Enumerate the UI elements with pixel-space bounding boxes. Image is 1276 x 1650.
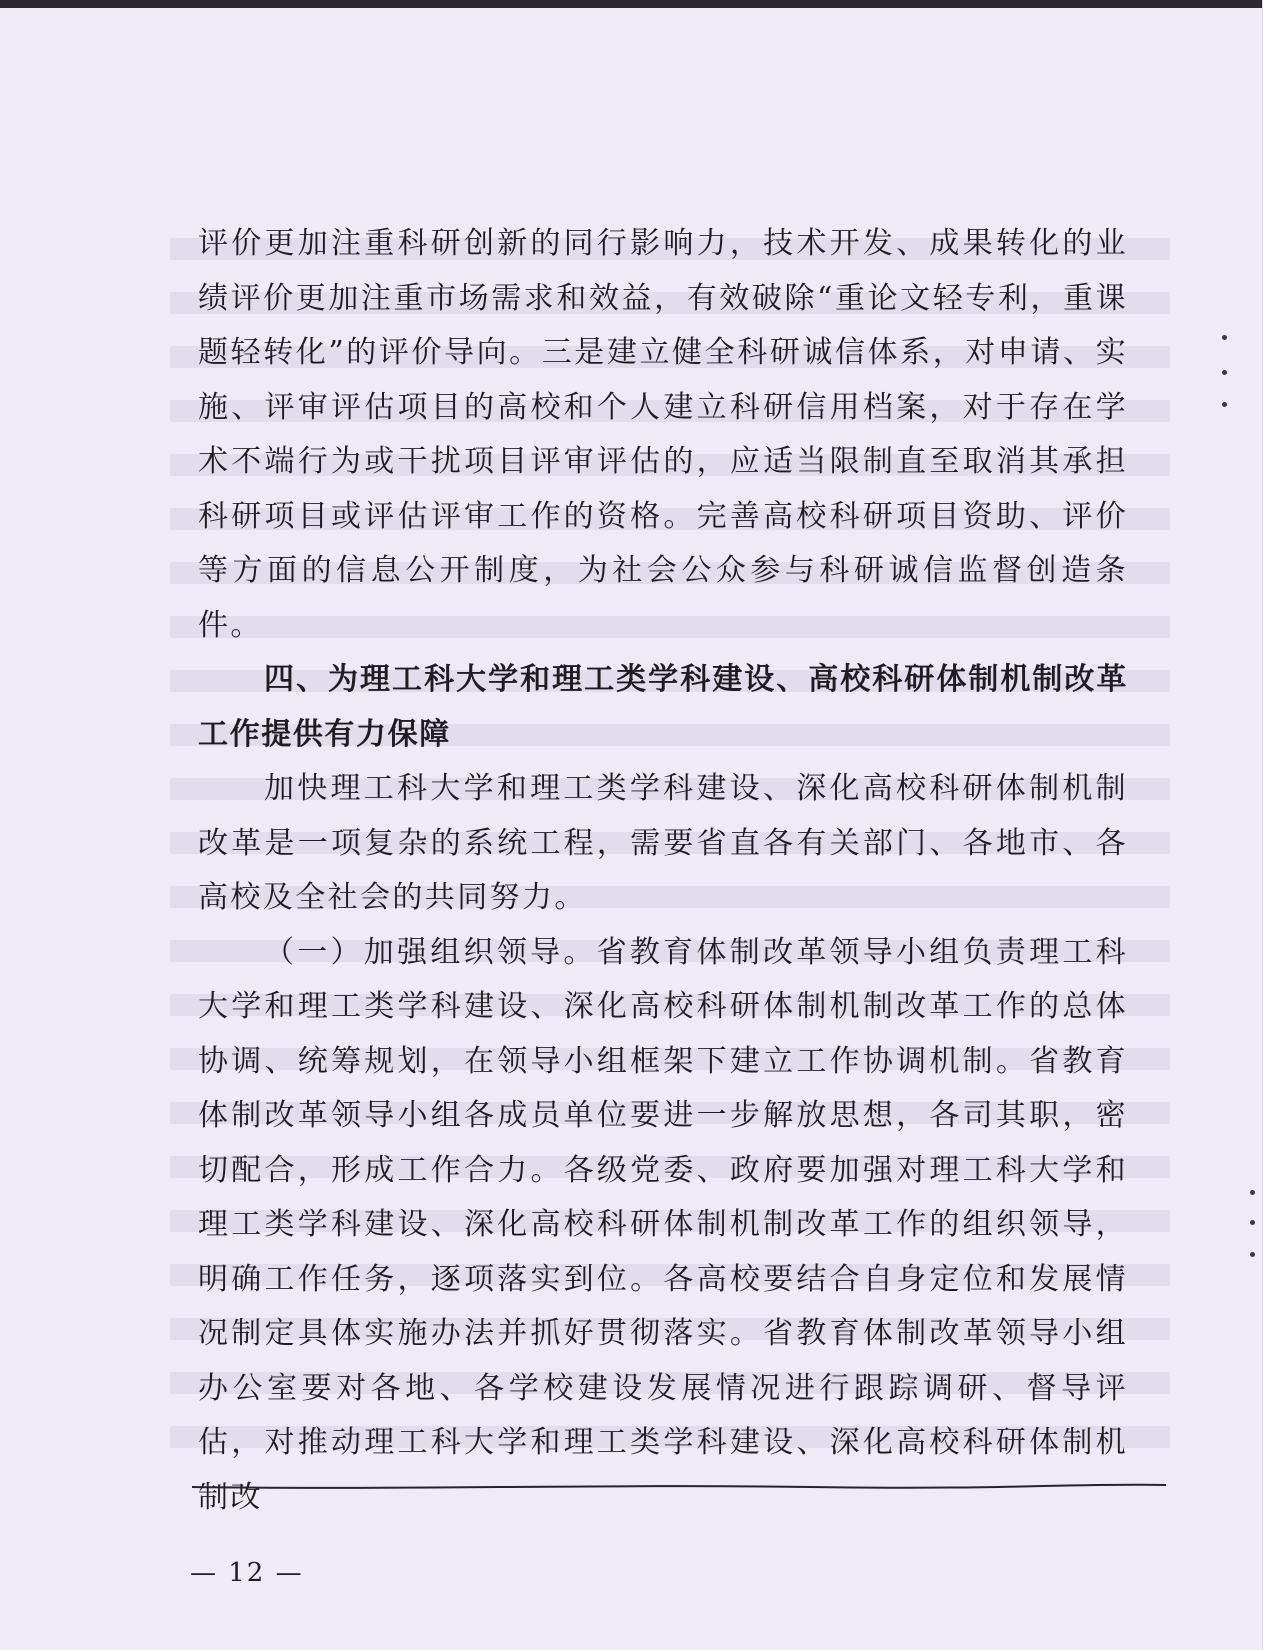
staple-mark — [1222, 402, 1227, 407]
staple-mark — [1250, 1252, 1255, 1257]
staple-mark — [1222, 370, 1227, 375]
staple-mark — [1250, 1220, 1255, 1225]
paragraph-continued: 评价更加注重科研创新的同行影响力，技术开发、成果转化的业绩评价更加注重市场需求和效益，有效破除“重论文轻专利，重课题轻转化”的评价导向。三是建立健全科研诚信体系，对申请、实施、评审评估项目的高校和个人建立科研信用档案，对于存在学术不端行为或干扰项目评审评估的，应适当限制直至取消其承担科研项目或评估评审工作的资格。完善高校科研项目资助、评价等方面的信息公开制度，为社会公众参与科研诚信监督创造条件。 — [198, 226, 1128, 643]
page-number: — 12 — — [190, 1558, 304, 1588]
staple-mark — [1222, 335, 1227, 340]
scan-top-edge — [0, 0, 1262, 8]
paragraph: （一）加强组织领导。省教育体制改革领导小组负责理工科大学和理工类学科建设、深化高校科研体制机制改革工作的总体协调、统筹规划，在领导小组框架下建立工作协调机制。省教育体制改革领导小组各成员单位要进一步解放思想，各司其职，密切配合，形成工作合力。各级党委、政府要加强对理工科大学和理工类学科建设、深化高校科研体制机制改革工作的组织领导，明确工作任务，逐项落实到位。各高校要结合自身定位和发展情况制定具体实施办法并抓好贯彻落实。省教育体制改革领导小组办公室要对各地、各学校建设发展情况进行跟踪调研、督导评估，对推动理工科大学和理工类学科建设、深化高校科研体制机制改 — [198, 934, 1128, 1515]
handwritten-underline — [190, 1478, 1170, 1494]
document-body — [198, 217, 1128, 1525]
staple-mark — [1250, 1190, 1255, 1195]
section-heading: 四、为理工科大学和理工类学科建设、高校科研体制机制改革工作提供有力保障 — [198, 662, 1128, 752]
paragraph: 加快理工科大学和理工类学科建设、深化高校科研体制机制改革是一项复杂的系统工程，需要省直各有关部门、各地市、各高校及全社会的共同努力。 — [198, 771, 1128, 915]
